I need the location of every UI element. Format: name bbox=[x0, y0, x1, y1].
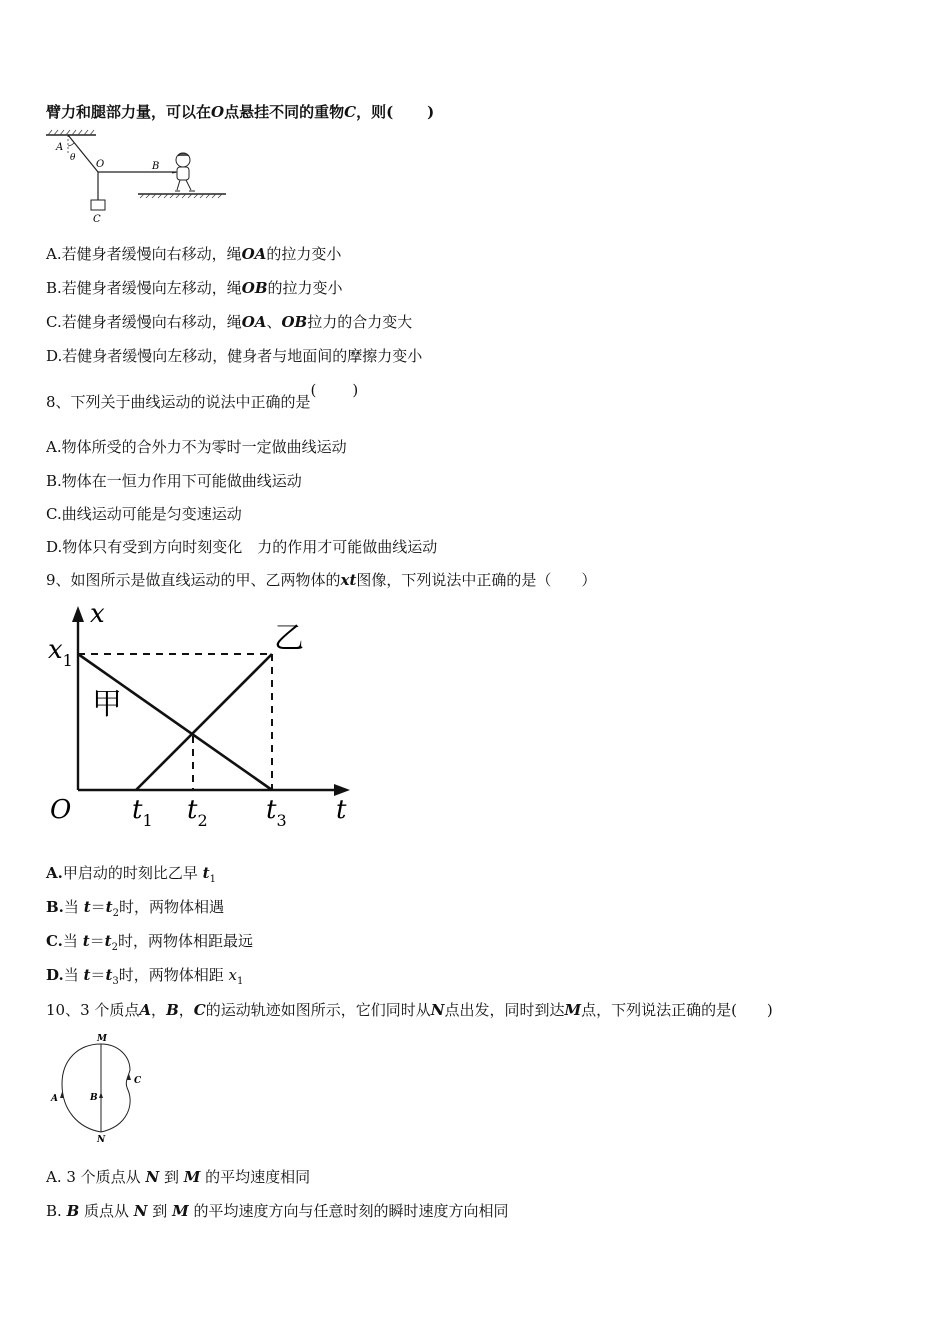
q10-option-a: A. 3 个质点从 N 到 M 的平均速度相同 bbox=[46, 1168, 311, 1186]
person-icon bbox=[172, 153, 195, 191]
t2-label: $t_2$ bbox=[187, 795, 208, 830]
axis-t-label: t bbox=[336, 795, 347, 825]
q10-stem: 10、3 个质点A，B，C的运动轨迹如图所示，它们同时从N点出发，同时到达M点，下列说法正确的是( ) bbox=[46, 1001, 773, 1019]
label-b: B bbox=[152, 161, 160, 172]
label-c: C bbox=[134, 1076, 142, 1086]
x1-label: $x_1$ bbox=[48, 635, 73, 670]
label-theta: θ bbox=[70, 153, 76, 163]
q8-option-a: A.物体所受的合外力不为零时一定做曲线运动 bbox=[46, 438, 347, 456]
q7-option-c: C.若健身者缓慢向右移动，绳OA、OB拉力的合力变大 bbox=[46, 313, 413, 331]
q8-stem: 8、下列关于曲线运动的说法中正确的是( ) bbox=[46, 381, 359, 411]
q9-option-d: D.当 $t=t_3$时，两物体相距 $x_1$ bbox=[46, 966, 244, 987]
q10-trajectory-figure bbox=[48, 1030, 158, 1148]
axis-x-label: x bbox=[90, 599, 105, 629]
path-a bbox=[62, 1044, 101, 1132]
q9-option-c: C.当 $t=t_2$时，两物体相距最远 bbox=[46, 932, 253, 953]
label-a: A bbox=[51, 1094, 58, 1104]
series-yi-label: 乙 bbox=[274, 621, 304, 656]
q10-option-b: B. B 质点从 N 到 M 的平均速度方向与任意时刻的瞬时速度方向相同 bbox=[46, 1202, 509, 1220]
q8-option-d: D.物体只有受到方向时刻变化 力的作用才可能做曲线运动 bbox=[46, 538, 438, 556]
label-m: M bbox=[97, 1034, 107, 1044]
series-jia-label: 甲 bbox=[92, 687, 122, 722]
q7-option-a: A.若健身者缓慢向右移动，绳OA的拉力变小 bbox=[46, 245, 342, 263]
q8-paren: ( ) bbox=[310, 381, 359, 399]
path-c bbox=[101, 1044, 130, 1132]
label-b: B bbox=[90, 1093, 98, 1103]
q7-stem: 臂力和腿部力量，可以在O点悬挂不同的重物C，则( ) bbox=[46, 103, 435, 121]
label-c: C bbox=[93, 214, 101, 225]
q7-figure bbox=[44, 128, 234, 228]
var-c: C bbox=[344, 103, 357, 121]
series-yi-line bbox=[136, 654, 272, 790]
q8-option-c: C.曲线运动可能是匀变速运动 bbox=[46, 505, 242, 523]
q9-option-b: B.当 $t=t_2$时，两物体相遇 bbox=[46, 898, 224, 919]
q7-option-d: D.若健身者缓慢向左移动，健身者与地面间的摩擦力变小 bbox=[46, 347, 423, 365]
q9-xt-graph bbox=[44, 598, 354, 830]
series-jia-line bbox=[78, 654, 272, 790]
q9-option-a: A.甲启动的时刻比乙早 $t_1$ bbox=[46, 864, 216, 885]
origin-label: O bbox=[50, 795, 72, 825]
q8-option-b: B.物体在一恒力作用下可能做曲线运动 bbox=[46, 472, 302, 490]
var-o: O bbox=[211, 103, 225, 121]
t1-label: $t_1$ bbox=[132, 795, 153, 830]
q9-stem: 9、如图所示是做直线运动的甲、乙两物体的xt图像，下列说法中正确的是（ ） bbox=[46, 571, 597, 589]
t3-label: $t_3$ bbox=[266, 795, 287, 830]
label-a: A bbox=[56, 142, 64, 153]
label-n: N bbox=[97, 1135, 106, 1145]
q7-option-b: B.若健身者缓慢向左移动，绳OB的拉力变小 bbox=[46, 279, 343, 297]
label-o: O bbox=[96, 159, 105, 170]
